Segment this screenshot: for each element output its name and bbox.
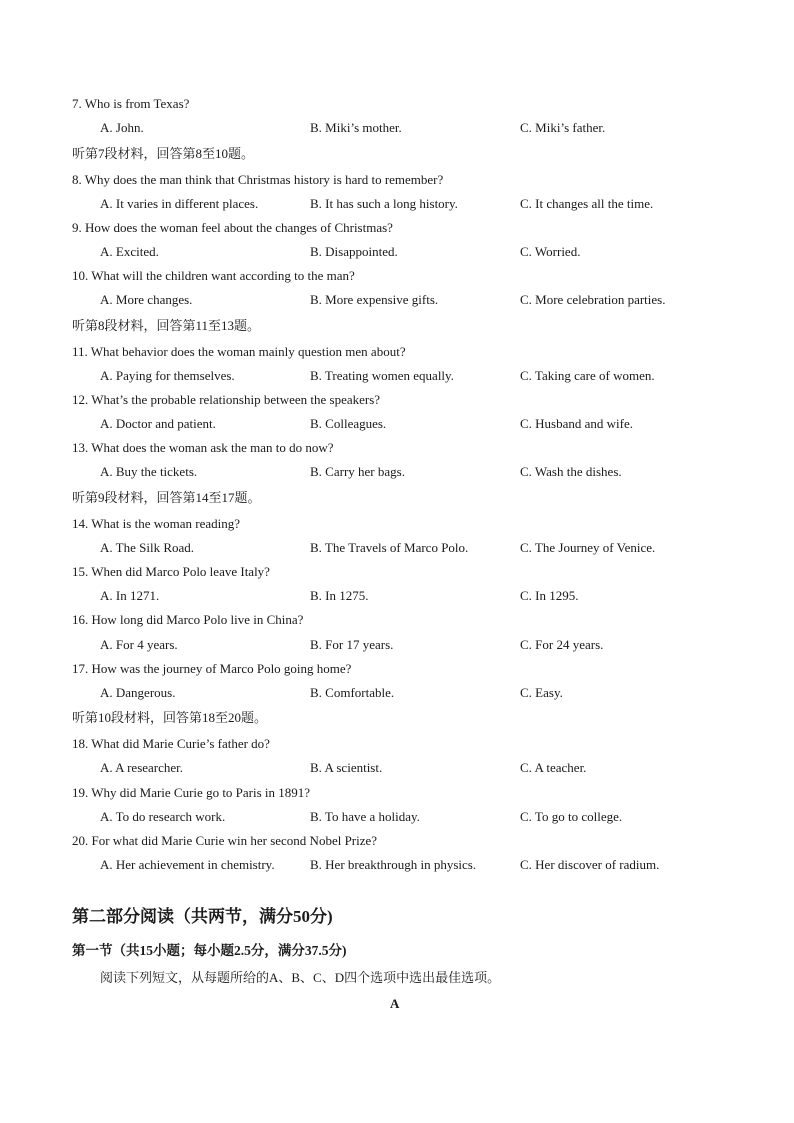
question-11: 11. What behavior does the woman mainly question men about? — [72, 344, 406, 359]
q10-option-a: A. More changes. — [100, 292, 193, 307]
q15-option-a: A. In 1271. — [100, 588, 160, 603]
q14-option-c: C. The Journey of Venice. — [520, 540, 656, 555]
q17-option-c: C. Easy. — [520, 685, 563, 700]
q7-option-b: B. Miki’s mother. — [310, 120, 402, 135]
question-8: 8. Why does the man think that Christmas history is hard to remember? — [72, 172, 444, 187]
question-9: 9. How does the woman feel about the changes of Christmas? — [72, 220, 393, 235]
q7-option-c: C. Miki’s father. — [520, 120, 606, 135]
q12-option-a: A. Doctor and patient. — [100, 416, 216, 431]
q15-option-c: C. In 1295. — [520, 588, 579, 603]
q8-option-a: A. It varies in different places. — [100, 196, 259, 211]
section-1-title: 第一节（共15小题；每小题2.5分，满分37.5分) — [72, 943, 347, 958]
q13-option-a: A. Buy the tickets. — [100, 464, 198, 479]
q13-option-c: C. Wash the dishes. — [520, 464, 622, 479]
q20-option-a: A. Her achievement in chemistry. — [100, 857, 275, 872]
q9-option-c: C. Worried. — [520, 244, 581, 259]
question-17: 17. How was the journey of Marco Polo going home? — [72, 661, 352, 676]
question-14: 14. What is the woman reading? — [72, 516, 240, 531]
question-15: 15. When did Marco Polo leave Italy? — [72, 564, 270, 579]
question-13: 13. What does the woman ask the man to do now? — [72, 440, 334, 455]
question-7: 7. Who is from Texas? — [72, 96, 190, 111]
q20-option-b: B. Her breakthrough in physics. — [310, 857, 477, 872]
q18-option-b: B. A scientist. — [310, 760, 383, 775]
q20-option-c: C. Her discover of radium. — [520, 857, 660, 872]
q15-option-b: B. In 1275. — [310, 588, 369, 603]
segment-8-heading: 听第8段材料，回答第11至13题。 — [72, 318, 261, 333]
q18-option-a: A. A researcher. — [100, 760, 184, 775]
reading-instruction: 阅读下列短文，从每题所给的A、B、C、D四个选项中选出最佳选项。 — [100, 970, 501, 985]
question-19: 19. Why did Marie Curie go to Paris in 1891? — [72, 785, 311, 800]
q10-option-c: C. More celebration parties. — [520, 292, 666, 307]
q11-option-a: A. Paying for themselves. — [100, 368, 235, 383]
question-16: 16. How long did Marco Polo live in China? — [72, 612, 304, 627]
segment-9-heading: 听第9段材料，回答第14至17题。 — [72, 490, 261, 505]
segment-10-heading: 听第10段材料，回答第18至20题。 — [72, 710, 268, 725]
q16-option-c: C. For 24 years. — [520, 637, 604, 652]
q16-option-a: A. For 4 years. — [100, 637, 178, 652]
q19-option-c: C. To go to college. — [520, 809, 623, 824]
q8-option-b: B. It has such a long history. — [310, 196, 458, 211]
question-12: 12. What’s the probable relationship between the speakers? — [72, 392, 381, 407]
q9-option-b: B. Disappointed. — [310, 244, 398, 259]
q19-option-a: A. To do research work. — [100, 809, 226, 824]
q11-option-b: B. Treating women equally. — [310, 368, 454, 383]
q17-option-b: B. Comfortable. — [310, 685, 395, 700]
q10-option-b: B. More expensive gifts. — [310, 292, 439, 307]
part-2-title: 第二部分阅读（共两节，满分50分) — [72, 907, 333, 926]
q12-option-b: B. Colleagues. — [310, 416, 387, 431]
q18-option-c: C. A teacher. — [520, 760, 587, 775]
question-10: 10. What will the children want according to the man? — [72, 268, 355, 283]
q16-option-b: B. For 17 years. — [310, 637, 394, 652]
question-20: 20. For what did Marie Curie win her second Nobel Prize? — [72, 833, 378, 848]
q11-option-c: C. Taking care of women. — [520, 368, 655, 383]
q9-option-a: A. Excited. — [100, 244, 159, 259]
q19-option-b: B. To have a holiday. — [310, 809, 420, 824]
q7-option-a: A. John. — [100, 120, 144, 135]
q13-option-b: B. Carry her bags. — [310, 464, 405, 479]
q8-option-c: C. It changes all the time. — [520, 196, 654, 211]
q14-option-b: B. The Travels of Marco Polo. — [310, 540, 469, 555]
segment-7-heading: 听第7段材料，回答第8至10题。 — [72, 146, 255, 161]
question-18: 18. What did Marie Curie’s father do? — [72, 736, 270, 751]
q14-option-a: A. The Silk Road. — [100, 540, 195, 555]
q12-option-c: C. Husband and wife. — [520, 416, 634, 431]
q17-option-a: A. Dangerous. — [100, 685, 176, 700]
passage-a-label: A — [390, 996, 400, 1011]
